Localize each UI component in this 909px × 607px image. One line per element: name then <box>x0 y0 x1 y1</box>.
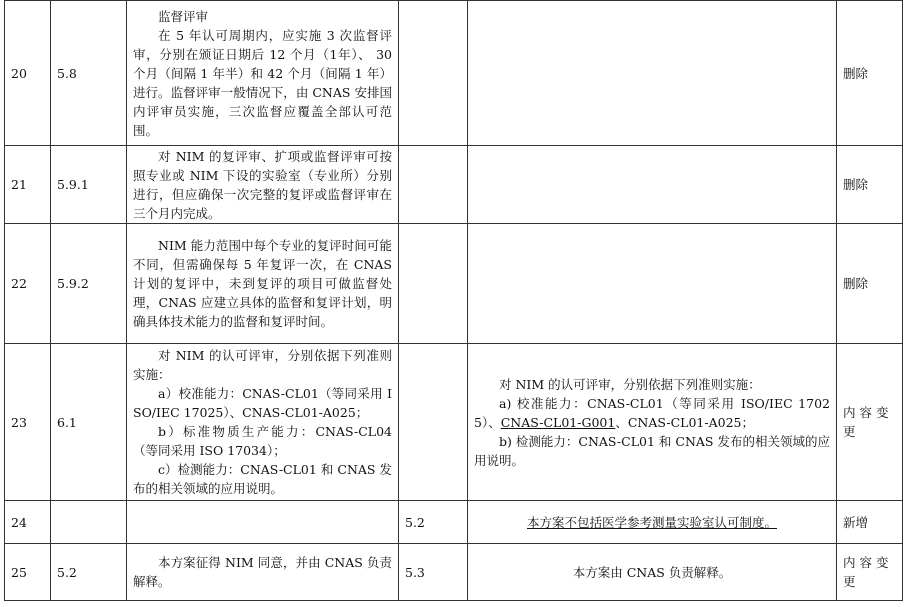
original-text-cell <box>127 501 399 544</box>
new-text-cell: 本方案由 CNAS 负责解释。 <box>468 544 837 601</box>
new-text-cell <box>468 146 837 224</box>
new-clause-number <box>399 344 468 501</box>
table-row <box>5 1 903 146</box>
clause-number: 5.8 <box>51 1 127 146</box>
revision-comparison-table <box>4 0 903 601</box>
original-text-cell <box>127 544 399 601</box>
new-text-cell <box>468 224 837 344</box>
change-type: 内 容 变 更 <box>837 344 903 501</box>
row-number: 25 <box>5 544 51 601</box>
new-text-cell <box>468 1 837 146</box>
clause-number: 5.9.1 <box>51 146 127 224</box>
table-row <box>5 544 903 601</box>
new-item-a-post: 、CNAS-CL01-A025； <box>615 414 754 430</box>
change-type: 删除 <box>837 1 903 146</box>
change-type: 删除 <box>837 146 903 224</box>
table-row <box>5 501 903 544</box>
original-text: 在 5 年认可周期内，应实施 3 次监督评审，分别在颁证日期后 12 个月（1年）、 30 个月（间隔 1 年半）和 42 个月（间隔 1 年）进行。监督评审一般情况下，由 CNAS 安排国内评审员实施，三次监督应覆盖全部认可范围。 <box>133 27 392 138</box>
row-number: 20 <box>5 1 51 146</box>
new-clause-number <box>399 224 468 344</box>
original-item-b: b）标准物质生产能力：CNAS-CL04（等同采用 ISO 17034）； <box>133 424 392 458</box>
new-item-b: b) 检测能力：CNAS-CL01 和 CNAS 发布的相关领域的应用说明。 <box>474 433 830 468</box>
clause-number: 5.9.2 <box>51 224 127 344</box>
new-clause-number: 5.3 <box>399 544 468 601</box>
table-row <box>5 224 903 344</box>
original-text: NIM 能力范围中每个专业的复评时间可能不同，但需确保每 5 年复评一次，在 CNAS 计划的复评中，未到复评的项目可做监督处理，CNAS 应建立具体的监督和复评计划，明确具体技术能力的监督和复评时间。 <box>133 238 392 329</box>
original-item-a: a）校准能力：CNAS-CL01（等同采用 ISO/IEC 17025）、CNAS-CL01-A025； <box>133 386 392 420</box>
table-row <box>5 146 903 224</box>
new-intro: 对 NIM 的认可评审，分别依据下列准则实施： <box>499 376 761 392</box>
original-text-cell <box>127 146 399 224</box>
table-row <box>5 344 903 501</box>
original-intro: 对 NIM 的认可评审，分别依据下列准则实施： <box>133 348 392 382</box>
original-item-c: c）检测能力：CNAS-CL01 和 CNAS 发布的相关领域的应用说明。 <box>133 462 392 496</box>
change-type: 新增 <box>837 501 903 544</box>
new-clause-number <box>399 146 468 224</box>
clause-number: 6.1 <box>51 344 127 501</box>
row-number: 21 <box>5 146 51 224</box>
original-text: 对 NIM 的复评审、扩项或监督评审可按照专业或 NIM 下设的实验室（专业所）分别进行，但应确保一次完整的复评或监督评审在三个月内完成。 <box>133 148 392 221</box>
original-text-cell <box>127 1 399 146</box>
clause-number: 5.2 <box>51 544 127 601</box>
new-text-cell: 本方案不包括医学参考测量实验室认可制度。 <box>468 501 837 544</box>
change-type: 内 容 变 更 <box>837 544 903 601</box>
change-type: 删除 <box>837 224 903 344</box>
original-text: 本方案征得 NIM 同意，并由 CNAS 负责解释。 <box>133 555 392 589</box>
new-item-a-underlined: CNAS-CL01-G001 <box>500 414 616 430</box>
new-clause-number: 5.2 <box>399 501 468 544</box>
row-number: 24 <box>5 501 51 544</box>
original-text-cell <box>127 344 399 501</box>
new-item-a-pre: a) 校准能力：CNAS-CL01（等同采用 ISO/IEC 17025）、 <box>474 395 830 430</box>
original-title: 监督评审 <box>158 8 209 24</box>
original-text-cell <box>127 224 399 344</box>
clause-number <box>51 501 127 544</box>
new-clause-number <box>399 1 468 146</box>
row-number: 22 <box>5 224 51 344</box>
new-item-a <box>474 394 830 432</box>
new-text-cell <box>468 344 837 501</box>
row-number: 23 <box>5 344 51 501</box>
